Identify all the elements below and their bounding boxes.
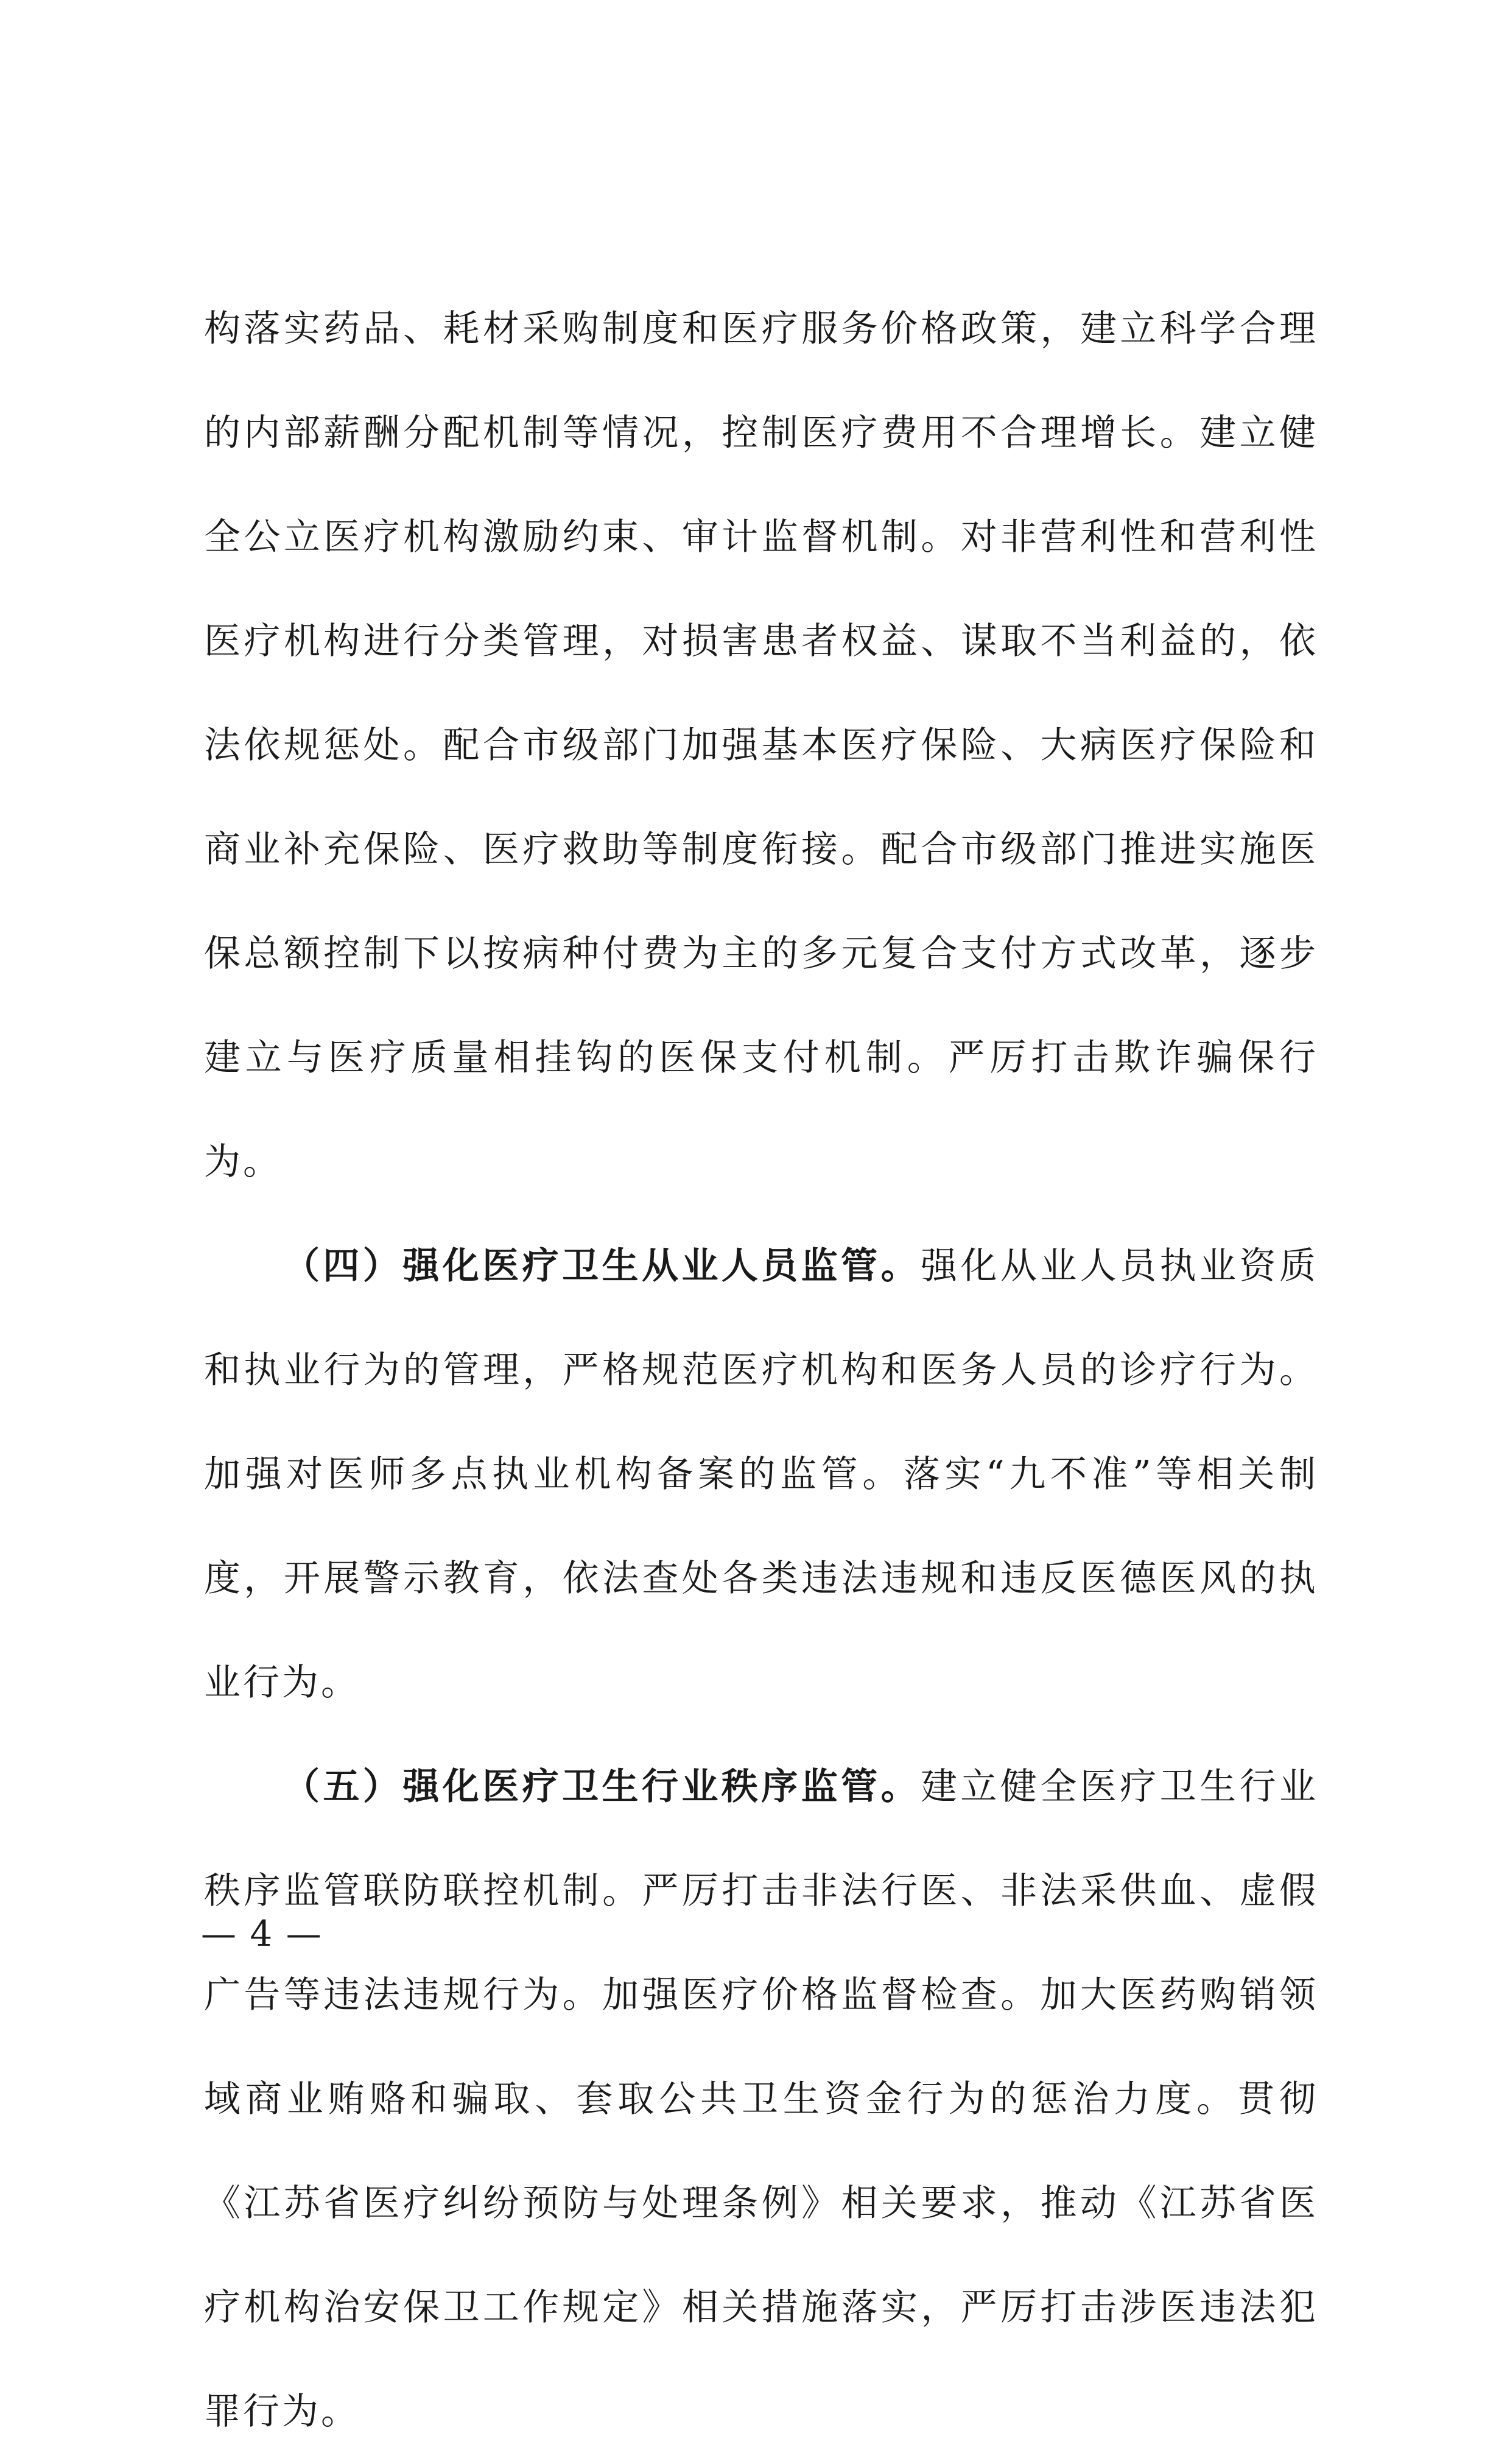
section-heading: （四）强化医疗卫生从业人员监管。 [283,1245,921,1287]
paragraph-section-5 [204,1735,1318,2464]
page-number: — 4 — [201,1913,323,1954]
paragraph-section-4 [204,1214,1318,1735]
paragraph-text: 构落实药品、耗材采购制度和医疗服务价格政策，建立科学合理的内部薪酬分配机制等情况，控制医疗费用不合理增长。建立健全公立医疗机构激励约束、审计监督机制。对非营利性和营利性医疗机构进行分类管理，对损害患者权益、谋取不当利益的，依法依规惩处。配合市级部门加强基本医疗保险、大病医疗保险和商业补充保险、医疗救助等制度衔接。配合市级部门推进实施医保总额控制下以按病种付费为主的多元复合支付方式改革，逐步建立与医疗质量相挂钩的医保支付机制。严厉打击欺诈骗保行为。 [204,308,1318,1183]
paragraph-text: 强化从业人员执业资质和执业行为的管理，严格规范医疗机构和医务人员的诊疗行为。加强对医师多点执业机构备案的监管。落实“九不准”等相关制度，开展警示教育，依法查处各类违法违规和违反医德医风的执业行为。 [204,1245,1319,1704]
body-text [204,277,1318,2464]
paragraph-text: 建立健全医疗卫生行业秩序监管联防联控机制。严厉打击非法行医、非法采供血、虚假广告等违法违规行为。加强医疗价格监督检查。加大医药购销领域商业贿赂和骗取、套取公共卫生资金行为的惩治力度。贯彻《江苏省医疗纠纷预防与处理条例》相关要求，推动《江苏省医疗机构治安保卫工作规定》相关措施落实，严厉打击涉医违法犯罪行为。 [204,1765,1319,2433]
section-heading: （五）强化医疗卫生行业秩序监管。 [283,1765,921,1808]
paragraph-continuation [204,277,1318,1214]
